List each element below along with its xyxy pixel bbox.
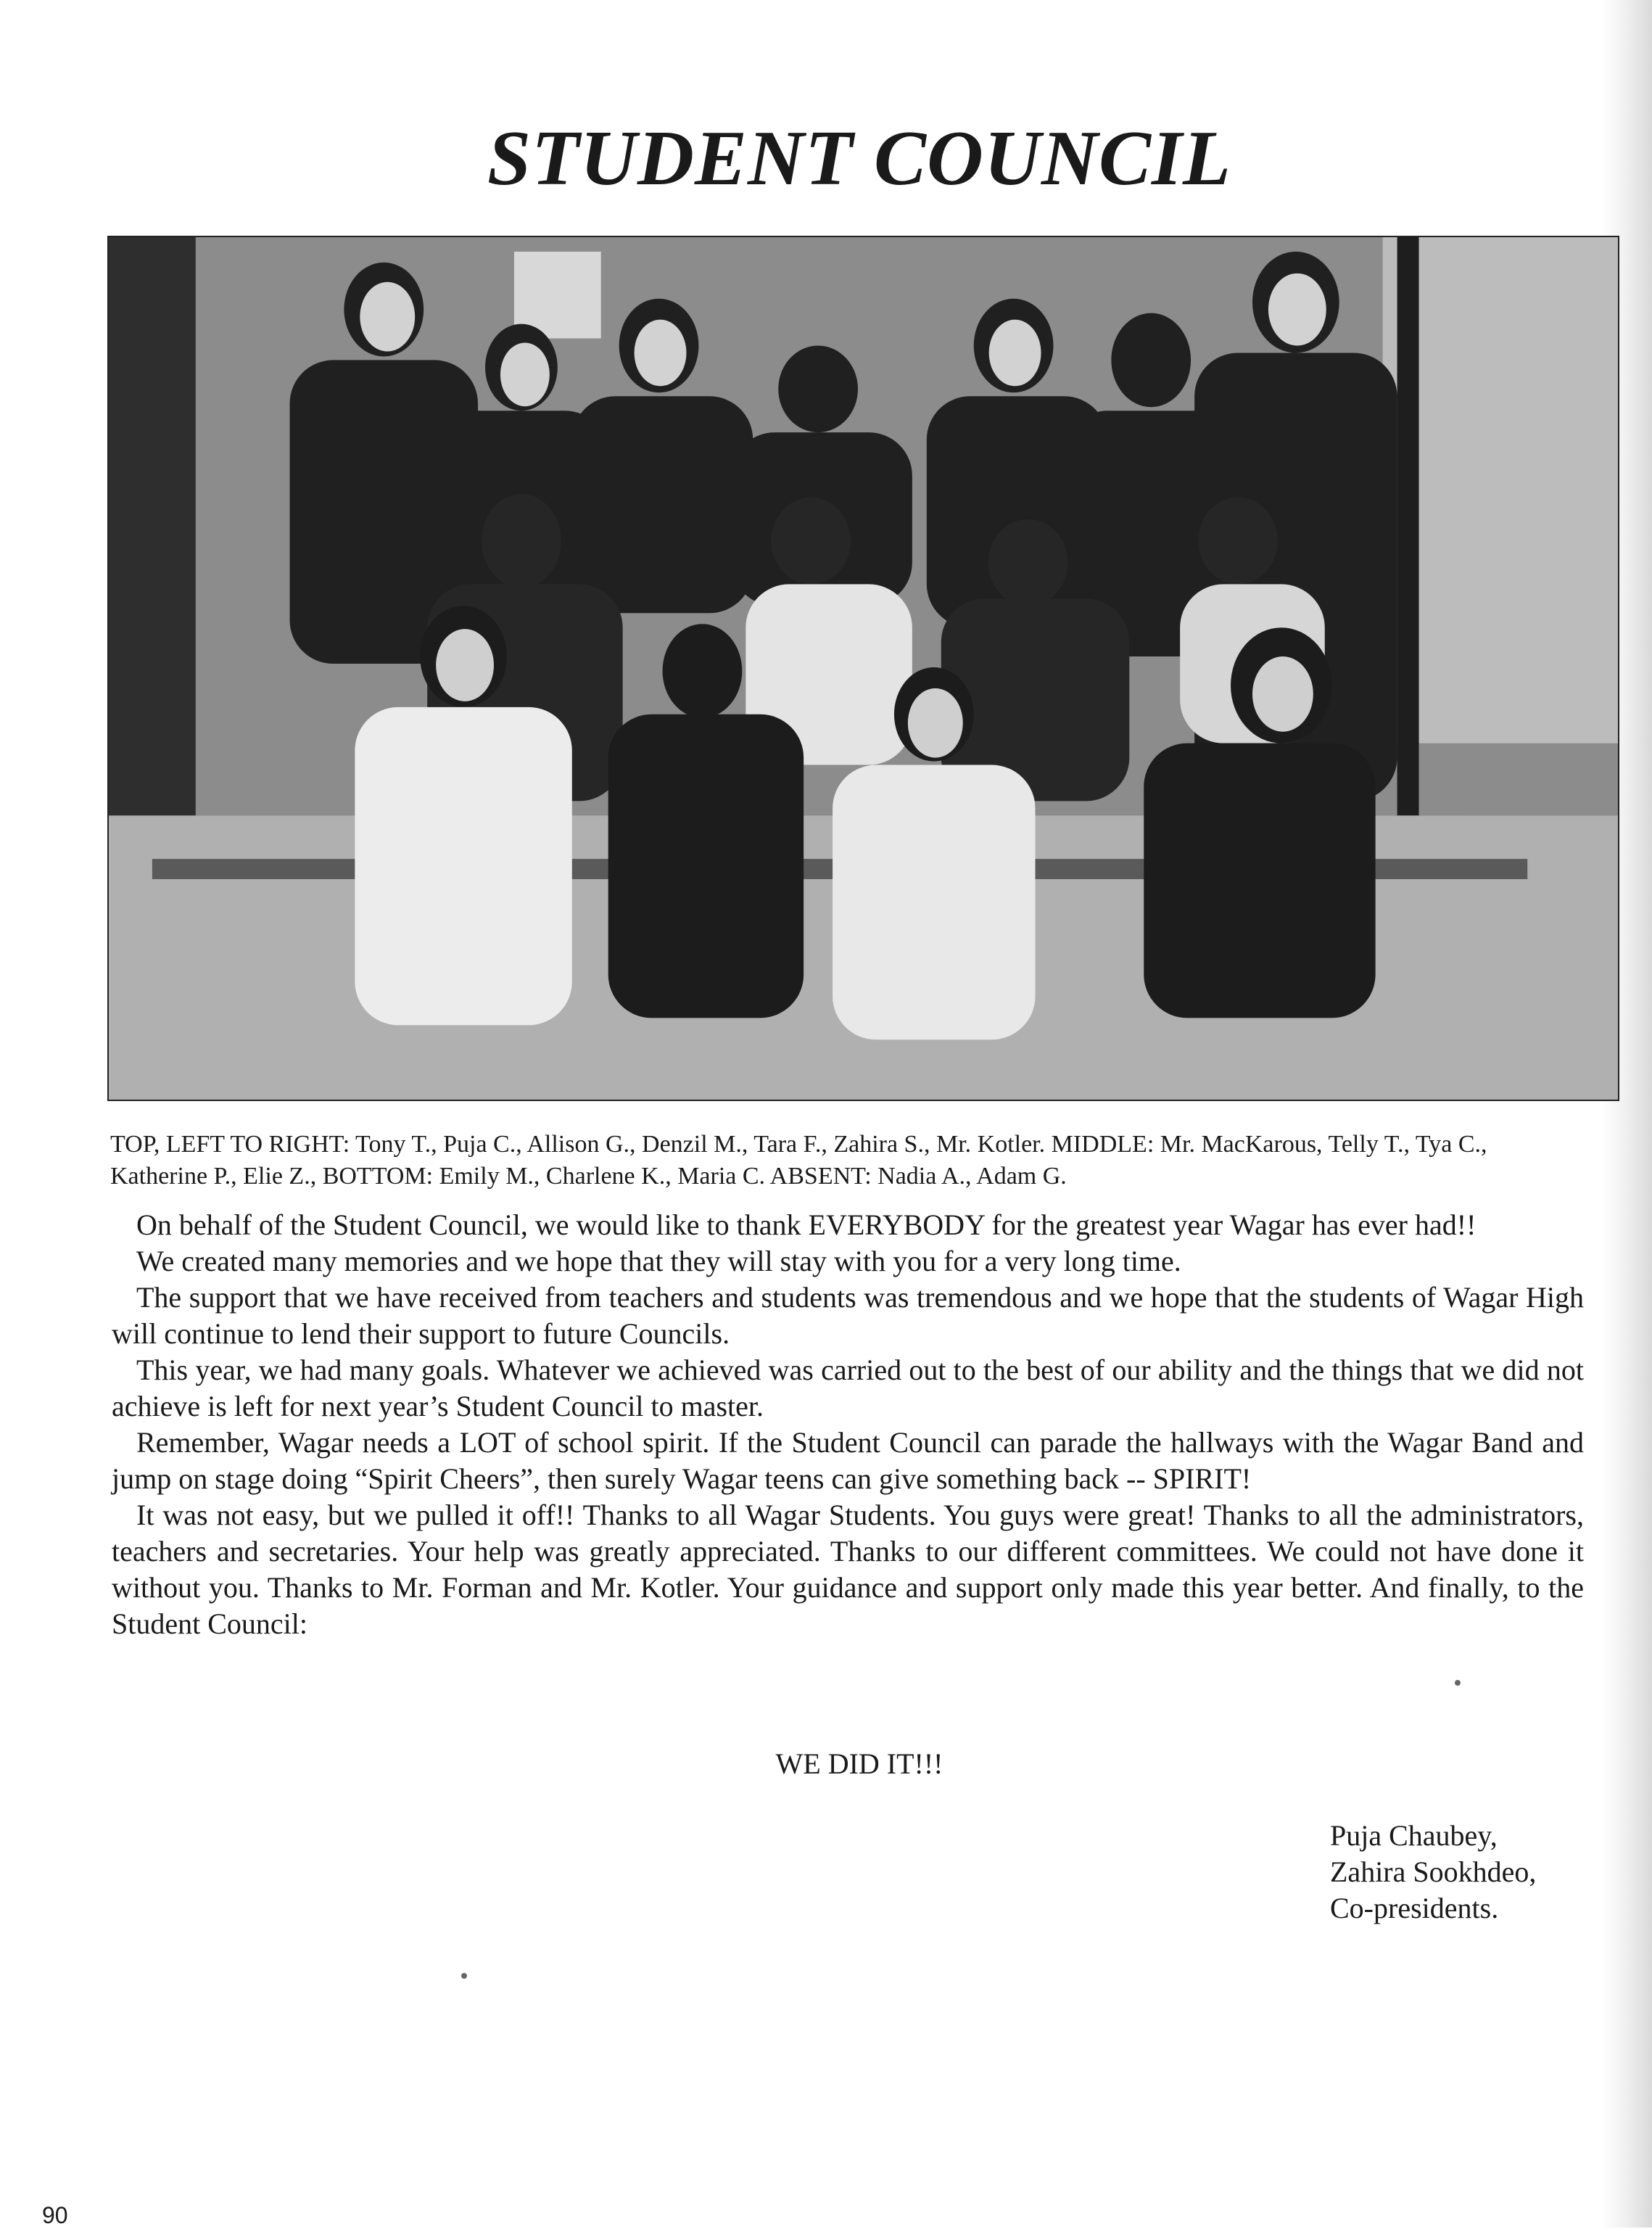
page-number: 90: [42, 2202, 68, 2228]
letter-paragraph: It was not easy, but we pulled it off!! Thanks to all Wagar Students. You guys were great! Thanks to all the administrators, teachers and secretaries. Your help was greatly appreciated. Thanks to our different committees. We could not have done it without you. Thanks to Mr. Forman and Mr. Kotler. Your guidance and support only made this year better. And finally, to the Student Council:: [112, 1499, 1584, 1640]
signature-role: Co-presidents.: [1330, 1892, 1499, 1924]
letter-paragraph: We created many memories and we hope that they will stay with you for a very long time.: [136, 1245, 1181, 1277]
signature-name-2: Zahira Sookhdeo,: [1330, 1855, 1537, 1888]
letter-paragraph: This year, we had many goals. Whatever we achieved was carried out to the best of our ability and the things that we did not achieve is left for next year’s Student Council to master.: [112, 1354, 1584, 1422]
print-speck: [461, 1973, 467, 1979]
letter-paragraph: Remember, Wagar needs a LOT of school spirit. If the Student Council can parade the hallways with the Wagar Band and jump on stage doing “Spirit Cheers”, then surely Wagar teens can give something back -- SPIRIT!: [112, 1426, 1584, 1495]
print-speck: [1455, 1680, 1461, 1686]
page-title: STUDENT COUNCIL: [487, 115, 1232, 202]
group-photo: [107, 236, 1619, 1101]
group-photo-illustration: [109, 237, 1618, 1100]
letter-paragraph: On behalf of the Student Council, we would like to thank EVERYBODY for the greatest year Wagar has ever had!!: [136, 1208, 1477, 1241]
photo-caption: TOP, LEFT TO RIGHT: Tony T., Puja C., Allison G., Denzil M., Tara F., Zahira S., Mr. Kotler. MIDDLE: Mr. MacKarous, Telly T., Tya C., Katherine P., Elie Z., BOTTOM: Emily M., Charlene K., Maria C. ABSENT: Nadia A., Adam G.: [110, 1131, 1494, 1190]
signature-block: [1330, 1818, 1536, 1927]
letter-closing: WE DID IT!!!: [775, 1747, 943, 1780]
letter-body: [112, 1207, 1584, 1642]
signature-name-1: Puja Chaubey,: [1330, 1819, 1498, 1852]
letter-paragraph: The support that we have received from teachers and students was tremendous and we hope that the students of Wagar High will continue to lend their support to future Councils.: [112, 1281, 1584, 1350]
